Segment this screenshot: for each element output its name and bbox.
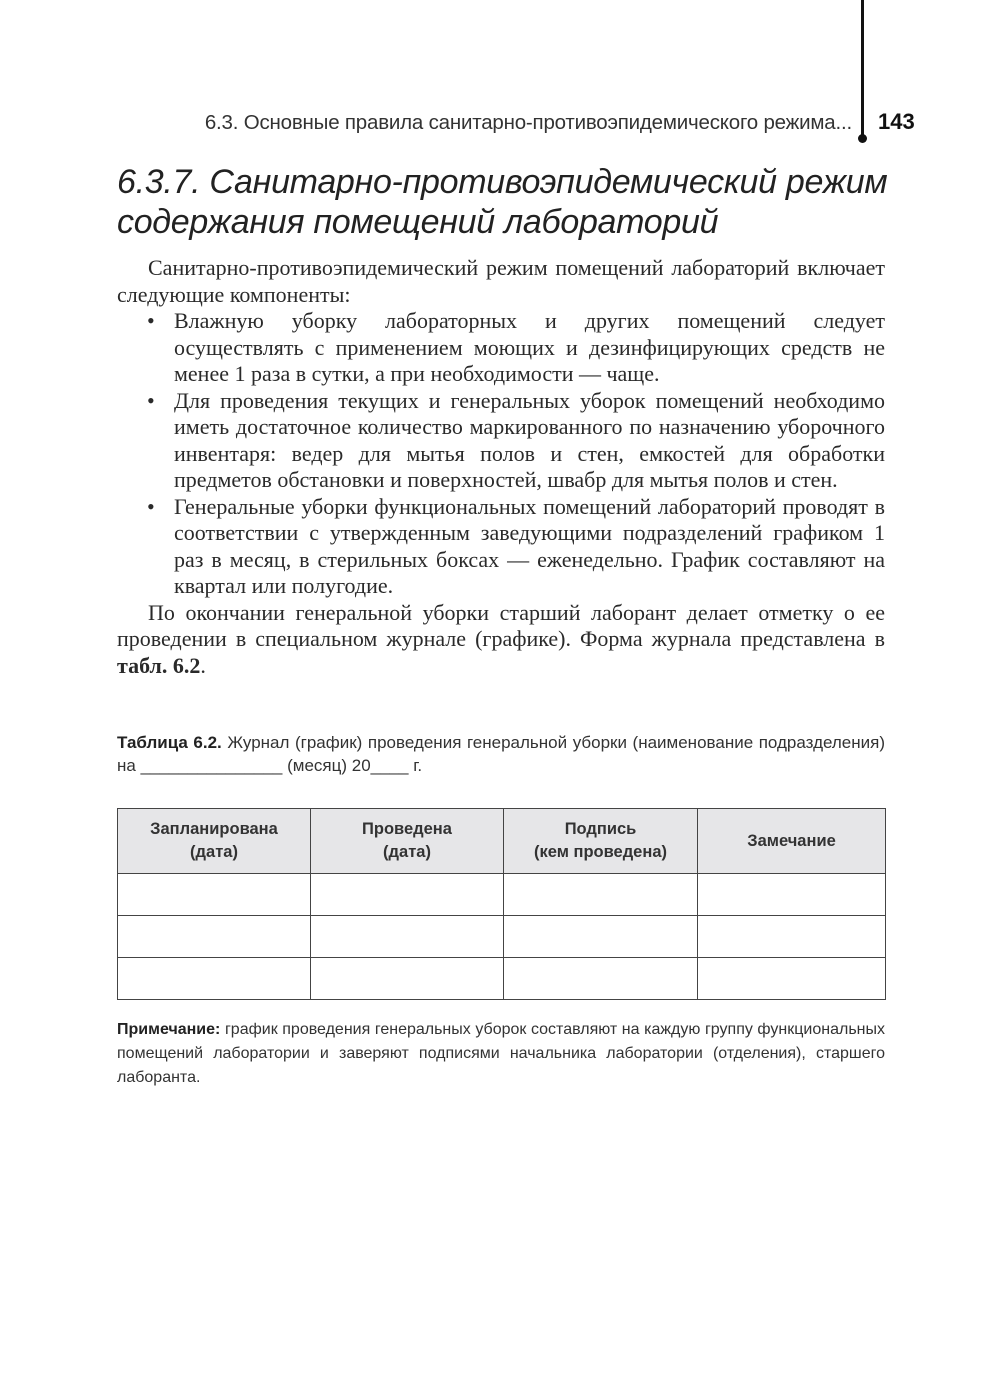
header-line: (дата) (383, 843, 431, 861)
bullet-icon: • (147, 387, 155, 413)
header-line: Запланирована (150, 820, 278, 838)
table-caption-text: Журнал (график) проведения генеральной уборки (наименование подразделения) на _______________ (месяц) 20____ г. (117, 733, 886, 775)
table-cell (698, 916, 886, 958)
closing-paragraph (117, 600, 885, 680)
section-title-line-2: содержания помещений лабораторий (117, 203, 719, 241)
table-cell (311, 958, 504, 1000)
margin-rule-dot (858, 134, 867, 143)
table-cell (118, 958, 311, 1000)
header-signature (504, 809, 698, 874)
header-planned-date (118, 809, 311, 874)
bullet-item (117, 388, 885, 494)
bullet-list (117, 308, 885, 600)
header-line: (кем проведена) (533, 843, 667, 861)
intro-paragraph: Санитарно-противоэпидемический режим помещений лабораторий включает следующие компоненты: (117, 255, 885, 307)
bullet-text: Генеральные уборки функциональных помещений лабораторий проводят в соответствии с утвержденным заведующими подразделений графиком 1 раз в месяц, в стерильных боксах — еженедельно. График составляют на квартал или полугодие. (174, 493, 885, 598)
bullet-item (117, 308, 885, 388)
table-row (118, 874, 886, 916)
bullet-icon: • (147, 308, 155, 333)
table-cell (504, 958, 698, 1000)
page-number: 143 (878, 109, 915, 134)
bullet-text: Для проведения текущих и генеральных уборок помещений необходимо иметь достаточное количество маркированного по назначению уборочного инвентаря: ведер для мытья полов и стен, емкостей для обработки предметов обстановки и поверхностей, швабр для мытья полов и стен. (174, 387, 885, 492)
header-line: (дата) (190, 843, 238, 861)
section-title (117, 162, 907, 242)
running-head: 6.3. Основные правила санитарно-противоэпидемического режима... (204, 111, 852, 134)
table-cell (311, 874, 504, 916)
closing-period: . (200, 652, 206, 678)
bullet-text: Влажную уборку лабораторных и других помещений следует осуществлять с применением моющих и дезинфицирующих средств не менее 1 раза в сутки, а при необходимости — чаще. (174, 308, 885, 386)
section-title-line-1: 6.3.7. Санитарно-противоэпидемический режим (117, 163, 888, 201)
closing-text: По окончании генеральной уборки старший лаборант делает отметку о ее проведении в специальном журнале (графике). Форма журнала представлена в (117, 599, 885, 651)
body-text (117, 255, 885, 679)
table-row (118, 958, 886, 1000)
note-label: Примечание: (117, 1021, 221, 1038)
header-done-date (311, 809, 504, 874)
table-cell (118, 916, 311, 958)
table-cell (311, 916, 504, 958)
header-line: Подпись (564, 820, 637, 838)
table-cell (698, 874, 886, 916)
table-cell (118, 874, 311, 916)
note-text: график проведения генеральных уборок составляют на каждую группу функциональных помещений лаборатории и заверяют подписями начальника лаборатории (отделения), старшего лаборанта. (117, 1021, 885, 1086)
table-note (117, 1018, 885, 1090)
table-cell (504, 916, 698, 958)
table-caption-label: Таблица 6.2. (117, 733, 222, 752)
table-header-row (118, 809, 886, 874)
table-caption (117, 731, 885, 777)
table-reference: табл. 6.2 (117, 652, 201, 678)
bullet-icon: • (147, 493, 155, 519)
header-line: Замечание (747, 831, 836, 850)
header-remark (698, 809, 886, 874)
margin-rule (861, 0, 864, 138)
table-cell (698, 958, 886, 1000)
bullet-item (117, 494, 885, 600)
journal-table (117, 808, 886, 1000)
table-row (118, 916, 886, 958)
header-line: Проведена (362, 820, 452, 838)
table-cell (504, 874, 698, 916)
